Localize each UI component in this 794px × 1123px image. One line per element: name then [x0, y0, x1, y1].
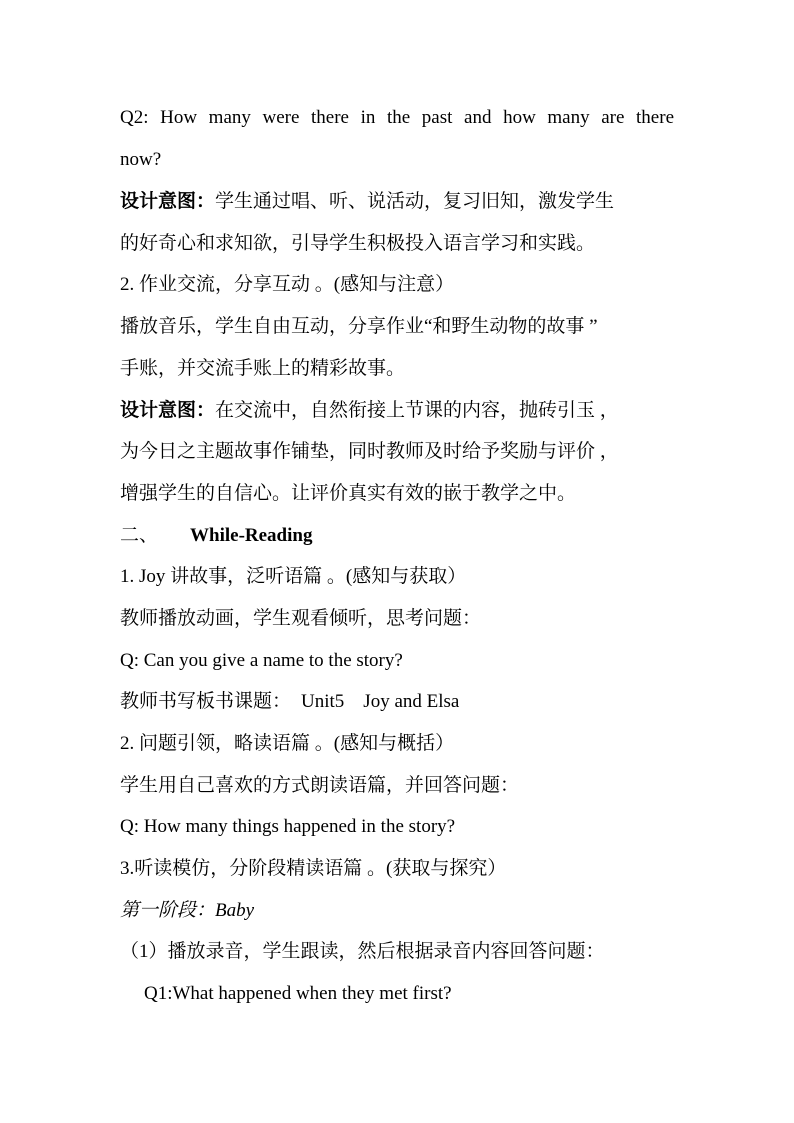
section-number: 二、: [120, 525, 159, 546]
homework-exchange-line1: 播放音乐，学生自由互动，分享作业“和野生动物的故事 ”: [120, 316, 598, 337]
board-title-line: [120, 690, 459, 714]
storytelling-question: Q: Can you give a name to the story?: [120, 650, 403, 671]
board-title-value: Unit5 Joy and Elsa: [301, 691, 460, 712]
design-intent-text: 学生通过唱、听、说活动，复习旧知，激发学生: [215, 191, 615, 212]
stage-1-question-1: Q1:What happened when they met first?: [144, 983, 452, 1004]
q2-question-line2: now?: [120, 149, 162, 170]
q2-question-line1: Q2: How many were there in the past and how many are there: [120, 107, 674, 128]
design-intent-label: 设计意图：: [120, 400, 216, 421]
stage-1-title: 第一阶段：Baby: [120, 900, 255, 921]
design-intent-1-line1: [120, 190, 614, 214]
storytelling-text: 教师播放动画，学生观看倾听，思考问题：: [120, 608, 482, 629]
step-heading-homework-exchange: 2. 作业交流，分享互动 。(感知与注意）: [120, 274, 455, 295]
section-title: While-Reading: [190, 525, 313, 546]
design-intent-text: 在交流中，自然衔接上节课的内容，抛砖引玉 ，: [215, 400, 619, 421]
design-intent-2-line1: [120, 399, 619, 423]
step-heading-storytelling: 1. Joy 讲故事，泛听语篇 。(感知与获取）: [120, 566, 467, 587]
section-heading-while-reading: [120, 524, 312, 548]
board-title-label: 教师书写板书课题：: [120, 691, 292, 712]
design-intent-2-line2: 为今日之主题故事作铺垫，同时教师及时给予奖励与评价 ，: [120, 441, 619, 462]
design-intent-2-line3: 增强学生的自信心。让评价真实有效的嵌于教学之中。: [120, 483, 577, 504]
stage-1-item-1: （1）播放录音，学生跟读，然后根据录音内容回答问题：: [120, 941, 605, 962]
step-heading-intensive-reading: 3.听读模仿，分阶段精读语篇 。(获取与探究）: [120, 858, 507, 879]
design-intent-label: 设计意图：: [120, 191, 216, 212]
design-intent-1-line2: 的好奇心和求知欲，引导学生积极投入语言学习和实践。: [120, 233, 596, 254]
homework-exchange-line2: 手账，并交流手账上的精彩故事。: [120, 358, 406, 379]
skim-reading-question: Q: How many things happened in the story?: [120, 816, 456, 837]
skim-reading-text: 学生用自己喜欢的方式朗读语篇，并回答问题：: [120, 775, 520, 796]
step-heading-skim-reading: 2. 问题引领，略读语篇 。(感知与概括）: [120, 733, 455, 754]
